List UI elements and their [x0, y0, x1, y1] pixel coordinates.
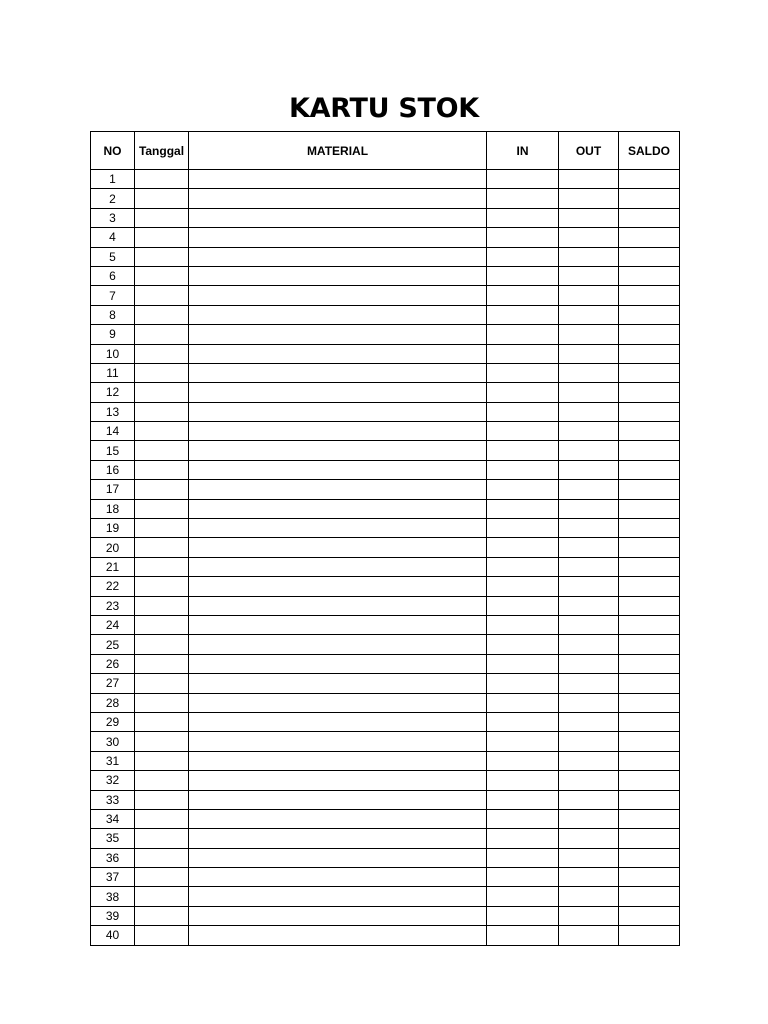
material-cell[interactable] — [189, 402, 487, 421]
material-cell[interactable] — [189, 887, 487, 906]
material-cell[interactable] — [189, 557, 487, 576]
material-cell[interactable] — [189, 441, 487, 460]
tanggal-cell[interactable] — [135, 460, 189, 479]
out-cell[interactable] — [559, 674, 619, 693]
out-cell[interactable] — [559, 325, 619, 344]
in-cell[interactable] — [487, 344, 559, 363]
in-cell[interactable] — [487, 906, 559, 925]
table-row — [91, 363, 680, 382]
material-cell[interactable] — [189, 615, 487, 634]
material-cell[interactable] — [189, 654, 487, 673]
material-cell[interactable] — [189, 868, 487, 887]
saldo-cell[interactable] — [619, 363, 680, 382]
saldo-cell[interactable] — [619, 596, 680, 615]
table-row — [91, 615, 680, 634]
table-row — [91, 712, 680, 731]
material-cell[interactable] — [189, 305, 487, 324]
out-cell[interactable] — [559, 402, 619, 421]
out-cell[interactable] — [559, 751, 619, 770]
material-cell[interactable] — [189, 771, 487, 790]
row-number-cell: 38 — [91, 887, 135, 906]
saldo-cell[interactable] — [619, 460, 680, 479]
table-row — [91, 170, 680, 189]
tanggal-cell[interactable] — [135, 790, 189, 809]
material-cell[interactable] — [189, 460, 487, 479]
table-row — [91, 926, 680, 945]
table-row — [91, 829, 680, 848]
saldo-cell[interactable] — [619, 189, 680, 208]
table-row — [91, 538, 680, 557]
row-number-cell: 21 — [91, 557, 135, 576]
out-cell[interactable] — [559, 712, 619, 731]
stock-card-table — [90, 131, 680, 946]
out-cell[interactable] — [559, 771, 619, 790]
material-cell[interactable] — [189, 325, 487, 344]
table-row — [91, 557, 680, 576]
material-cell[interactable] — [189, 732, 487, 751]
saldo-cell[interactable] — [619, 208, 680, 227]
saldo-cell[interactable] — [619, 577, 680, 596]
material-cell[interactable] — [189, 383, 487, 402]
row-number-cell: 22 — [91, 577, 135, 596]
table-row — [91, 577, 680, 596]
material-cell[interactable] — [189, 751, 487, 770]
table-row — [91, 519, 680, 538]
saldo-cell[interactable] — [619, 635, 680, 654]
column-header-tanggal: Tanggal — [135, 132, 189, 170]
in-cell[interactable] — [487, 480, 559, 499]
row-number-cell: 18 — [91, 499, 135, 518]
table-row — [91, 286, 680, 305]
out-cell[interactable] — [559, 247, 619, 266]
in-cell[interactable] — [487, 887, 559, 906]
row-number-cell: 25 — [91, 635, 135, 654]
table-row — [91, 266, 680, 285]
table-row — [91, 402, 680, 421]
in-cell[interactable] — [487, 693, 559, 712]
saldo-cell[interactable] — [619, 751, 680, 770]
material-cell[interactable] — [189, 577, 487, 596]
row-number-cell: 23 — [91, 596, 135, 615]
saldo-cell[interactable] — [619, 383, 680, 402]
row-number-cell: 11 — [91, 363, 135, 382]
out-cell[interactable] — [559, 519, 619, 538]
tanggal-cell[interactable] — [135, 422, 189, 441]
saldo-cell[interactable] — [619, 519, 680, 538]
row-number-cell: 34 — [91, 809, 135, 828]
row-number-cell: 1 — [91, 170, 135, 189]
tanggal-cell[interactable] — [135, 519, 189, 538]
table-row — [91, 344, 680, 363]
in-cell[interactable] — [487, 829, 559, 848]
tanggal-cell[interactable] — [135, 654, 189, 673]
in-cell[interactable] — [487, 189, 559, 208]
row-number-cell: 3 — [91, 208, 135, 227]
tanggal-cell[interactable] — [135, 751, 189, 770]
material-cell[interactable] — [189, 519, 487, 538]
tanggal-cell[interactable] — [135, 887, 189, 906]
table-header-row — [91, 132, 680, 170]
row-number-cell: 30 — [91, 732, 135, 751]
in-cell[interactable] — [487, 577, 559, 596]
table-row — [91, 189, 680, 208]
table-row — [91, 674, 680, 693]
table-row — [91, 305, 680, 324]
saldo-cell[interactable] — [619, 441, 680, 460]
tanggal-cell[interactable] — [135, 771, 189, 790]
table-row — [91, 499, 680, 518]
row-number-cell: 13 — [91, 402, 135, 421]
tanggal-cell[interactable] — [135, 848, 189, 867]
tanggal-cell[interactable] — [135, 926, 189, 945]
saldo-cell[interactable] — [619, 712, 680, 731]
table-row — [91, 460, 680, 479]
material-cell[interactable] — [189, 906, 487, 925]
material-cell[interactable] — [189, 809, 487, 828]
out-cell[interactable] — [559, 422, 619, 441]
tanggal-cell[interactable] — [135, 228, 189, 247]
in-cell[interactable] — [487, 208, 559, 227]
tanggal-cell[interactable] — [135, 868, 189, 887]
in-cell[interactable] — [487, 286, 559, 305]
out-cell[interactable] — [559, 383, 619, 402]
in-cell[interactable] — [487, 325, 559, 344]
material-cell[interactable] — [189, 189, 487, 208]
out-cell[interactable] — [559, 790, 619, 809]
in-cell[interactable] — [487, 266, 559, 285]
tanggal-cell[interactable] — [135, 557, 189, 576]
in-cell[interactable] — [487, 499, 559, 518]
out-cell[interactable] — [559, 693, 619, 712]
saldo-cell[interactable] — [619, 228, 680, 247]
table-row — [91, 596, 680, 615]
table-row — [91, 693, 680, 712]
out-cell[interactable] — [559, 441, 619, 460]
tanggal-cell[interactable] — [135, 441, 189, 460]
table-row — [91, 325, 680, 344]
material-cell[interactable] — [189, 790, 487, 809]
tanggal-cell[interactable] — [135, 286, 189, 305]
tanggal-cell[interactable] — [135, 732, 189, 751]
material-cell[interactable] — [189, 712, 487, 731]
out-cell[interactable] — [559, 266, 619, 285]
in-cell[interactable] — [487, 247, 559, 266]
out-cell[interactable] — [559, 906, 619, 925]
in-cell[interactable] — [487, 557, 559, 576]
column-header-no: NO — [91, 132, 135, 170]
out-cell[interactable] — [559, 635, 619, 654]
tanggal-cell[interactable] — [135, 712, 189, 731]
saldo-cell[interactable] — [619, 654, 680, 673]
out-cell[interactable] — [559, 654, 619, 673]
out-cell[interactable] — [559, 344, 619, 363]
row-number-cell: 10 — [91, 344, 135, 363]
tanggal-cell[interactable] — [135, 596, 189, 615]
row-number-cell: 8 — [91, 305, 135, 324]
saldo-cell[interactable] — [619, 499, 680, 518]
tanggal-cell[interactable] — [135, 363, 189, 382]
in-cell[interactable] — [487, 712, 559, 731]
table-row — [91, 809, 680, 828]
saldo-cell[interactable] — [619, 286, 680, 305]
tanggal-cell[interactable] — [135, 344, 189, 363]
tanggal-cell[interactable] — [135, 809, 189, 828]
table-row — [91, 383, 680, 402]
out-cell[interactable] — [559, 732, 619, 751]
row-number-cell: 29 — [91, 712, 135, 731]
saldo-cell[interactable] — [619, 790, 680, 809]
table-row — [91, 635, 680, 654]
saldo-cell[interactable] — [619, 926, 680, 945]
tanggal-cell[interactable] — [135, 906, 189, 925]
in-cell[interactable] — [487, 460, 559, 479]
table-row — [91, 868, 680, 887]
tanggal-cell[interactable] — [135, 480, 189, 499]
in-cell[interactable] — [487, 751, 559, 770]
column-header-material: MATERIAL — [189, 132, 487, 170]
table-row — [91, 848, 680, 867]
saldo-cell[interactable] — [619, 170, 680, 189]
saldo-cell[interactable] — [619, 615, 680, 634]
out-cell[interactable] — [559, 170, 619, 189]
saldo-cell[interactable] — [619, 325, 680, 344]
saldo-cell[interactable] — [619, 868, 680, 887]
page-title: KARTU STOK — [289, 93, 479, 125]
saldo-cell[interactable] — [619, 422, 680, 441]
saldo-cell[interactable] — [619, 557, 680, 576]
table-row — [91, 887, 680, 906]
material-cell[interactable] — [189, 926, 487, 945]
saldo-cell[interactable] — [619, 480, 680, 499]
row-number-cell: 5 — [91, 247, 135, 266]
out-cell[interactable] — [559, 809, 619, 828]
tanggal-cell[interactable] — [135, 615, 189, 634]
material-cell[interactable] — [189, 266, 487, 285]
in-cell[interactable] — [487, 654, 559, 673]
out-cell[interactable] — [559, 829, 619, 848]
tanggal-cell[interactable] — [135, 189, 189, 208]
row-number-cell: 12 — [91, 383, 135, 402]
saldo-cell[interactable] — [619, 848, 680, 867]
row-number-cell: 19 — [91, 519, 135, 538]
in-cell[interactable] — [487, 383, 559, 402]
in-cell[interactable] — [487, 363, 559, 382]
in-cell[interactable] — [487, 538, 559, 557]
out-cell[interactable] — [559, 887, 619, 906]
row-number-cell: 17 — [91, 480, 135, 499]
saldo-cell[interactable] — [619, 402, 680, 421]
in-cell[interactable] — [487, 615, 559, 634]
saldo-cell[interactable] — [619, 538, 680, 557]
out-cell[interactable] — [559, 848, 619, 867]
table-row — [91, 480, 680, 499]
row-number-cell: 4 — [91, 228, 135, 247]
tanggal-cell[interactable] — [135, 635, 189, 654]
out-cell[interactable] — [559, 363, 619, 382]
material-cell[interactable] — [189, 674, 487, 693]
saldo-cell[interactable] — [619, 809, 680, 828]
in-cell[interactable] — [487, 674, 559, 693]
saldo-cell[interactable] — [619, 693, 680, 712]
out-cell[interactable] — [559, 228, 619, 247]
row-number-cell: 28 — [91, 693, 135, 712]
in-cell[interactable] — [487, 441, 559, 460]
tanggal-cell[interactable] — [135, 170, 189, 189]
tanggal-cell[interactable] — [135, 266, 189, 285]
saldo-cell[interactable] — [619, 829, 680, 848]
column-header-saldo: SALDO — [619, 132, 680, 170]
out-cell[interactable] — [559, 615, 619, 634]
row-number-cell: 2 — [91, 189, 135, 208]
row-number-cell: 31 — [91, 751, 135, 770]
table-row — [91, 247, 680, 266]
tanggal-cell[interactable] — [135, 305, 189, 324]
row-number-cell: 36 — [91, 848, 135, 867]
material-cell[interactable] — [189, 480, 487, 499]
in-cell[interactable] — [487, 868, 559, 887]
material-cell[interactable] — [189, 247, 487, 266]
row-number-cell: 7 — [91, 286, 135, 305]
material-cell[interactable] — [189, 363, 487, 382]
saldo-cell[interactable] — [619, 344, 680, 363]
out-cell[interactable] — [559, 868, 619, 887]
out-cell[interactable] — [559, 480, 619, 499]
material-cell[interactable] — [189, 499, 487, 518]
in-cell[interactable] — [487, 519, 559, 538]
saldo-cell[interactable] — [619, 305, 680, 324]
row-number-cell: 9 — [91, 325, 135, 344]
column-header-in: IN — [487, 132, 559, 170]
material-cell[interactable] — [189, 228, 487, 247]
table-row — [91, 208, 680, 227]
table-row — [91, 228, 680, 247]
out-cell[interactable] — [559, 208, 619, 227]
out-cell[interactable] — [559, 189, 619, 208]
in-cell[interactable] — [487, 790, 559, 809]
material-cell[interactable] — [189, 848, 487, 867]
tanggal-cell[interactable] — [135, 499, 189, 518]
tanggal-cell[interactable] — [135, 674, 189, 693]
in-cell[interactable] — [487, 228, 559, 247]
column-header-out: OUT — [559, 132, 619, 170]
in-cell[interactable] — [487, 848, 559, 867]
saldo-cell[interactable] — [619, 887, 680, 906]
in-cell[interactable] — [487, 635, 559, 654]
saldo-cell[interactable] — [619, 247, 680, 266]
out-cell[interactable] — [559, 460, 619, 479]
table-row — [91, 790, 680, 809]
row-number-cell: 15 — [91, 441, 135, 460]
table-row — [91, 771, 680, 790]
in-cell[interactable] — [487, 809, 559, 828]
tanggal-cell[interactable] — [135, 402, 189, 421]
row-number-cell: 20 — [91, 538, 135, 557]
out-cell[interactable] — [559, 286, 619, 305]
row-number-cell: 35 — [91, 829, 135, 848]
material-cell[interactable] — [189, 829, 487, 848]
row-number-cell: 27 — [91, 674, 135, 693]
out-cell[interactable] — [559, 557, 619, 576]
in-cell[interactable] — [487, 926, 559, 945]
saldo-cell[interactable] — [619, 771, 680, 790]
tanggal-cell[interactable] — [135, 325, 189, 344]
tanggal-cell[interactable] — [135, 247, 189, 266]
tanggal-cell[interactable] — [135, 829, 189, 848]
row-number-cell: 14 — [91, 422, 135, 441]
out-cell[interactable] — [559, 538, 619, 557]
in-cell[interactable] — [487, 596, 559, 615]
material-cell[interactable] — [189, 693, 487, 712]
material-cell[interactable] — [189, 208, 487, 227]
row-number-cell: 16 — [91, 460, 135, 479]
tanggal-cell[interactable] — [135, 208, 189, 227]
saldo-cell[interactable] — [619, 906, 680, 925]
row-number-cell: 33 — [91, 790, 135, 809]
tanggal-cell[interactable] — [135, 577, 189, 596]
tanggal-cell[interactable] — [135, 538, 189, 557]
material-cell[interactable] — [189, 422, 487, 441]
out-cell[interactable] — [559, 499, 619, 518]
saldo-cell[interactable] — [619, 674, 680, 693]
table-row — [91, 906, 680, 925]
out-cell[interactable] — [559, 926, 619, 945]
material-cell[interactable] — [189, 170, 487, 189]
saldo-cell[interactable] — [619, 732, 680, 751]
material-cell[interactable] — [189, 635, 487, 654]
material-cell[interactable] — [189, 286, 487, 305]
in-cell[interactable] — [487, 771, 559, 790]
row-number-cell: 39 — [91, 906, 135, 925]
row-number-cell: 40 — [91, 926, 135, 945]
row-number-cell: 24 — [91, 615, 135, 634]
row-number-cell: 32 — [91, 771, 135, 790]
table-body — [91, 170, 680, 946]
row-number-cell: 37 — [91, 868, 135, 887]
in-cell[interactable] — [487, 170, 559, 189]
material-cell[interactable] — [189, 596, 487, 615]
material-cell[interactable] — [189, 538, 487, 557]
out-cell[interactable] — [559, 577, 619, 596]
table-row — [91, 654, 680, 673]
material-cell[interactable] — [189, 344, 487, 363]
table-row — [91, 422, 680, 441]
tanggal-cell[interactable] — [135, 383, 189, 402]
row-number-cell: 26 — [91, 654, 135, 673]
out-cell[interactable] — [559, 305, 619, 324]
table-row — [91, 751, 680, 770]
out-cell[interactable] — [559, 596, 619, 615]
in-cell[interactable] — [487, 422, 559, 441]
in-cell[interactable] — [487, 732, 559, 751]
table-row — [91, 732, 680, 751]
in-cell[interactable] — [487, 305, 559, 324]
in-cell[interactable] — [487, 402, 559, 421]
table-row — [91, 441, 680, 460]
row-number-cell: 6 — [91, 266, 135, 285]
saldo-cell[interactable] — [619, 266, 680, 285]
tanggal-cell[interactable] — [135, 693, 189, 712]
